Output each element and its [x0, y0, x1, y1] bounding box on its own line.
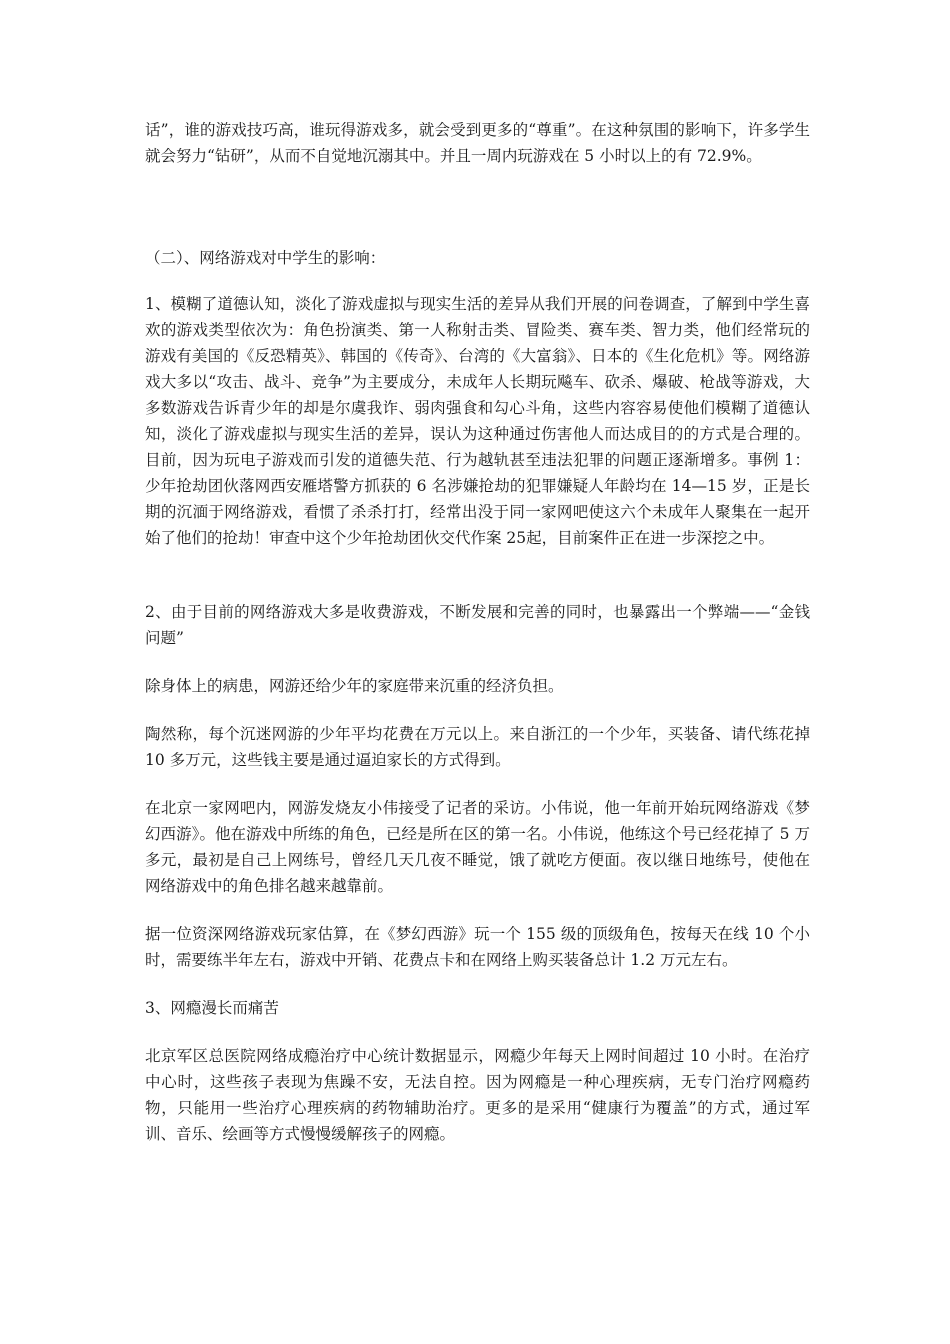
- spacer: [145, 899, 810, 921]
- spacer: [145, 551, 810, 599]
- paragraph-treatment-center: 北京军区总医院网络成瘾治疗中心统计数据显示，网瘾少年每天上网时间超过 10 小时。在治疗中心时，这些孩子表现为焦躁不安，无法自控。因为网瘾是一种心理疾病，无专门治疗网瘾药物，只能用一些治疗心理疾病的药物辅助治疗。更多的是采用“健康行为覆盖”的方式，通过军训、音乐、绘画等方式慢慢缓解孩子的网瘾。: [145, 1047, 810, 1143]
- spacer: [145, 169, 810, 245]
- paragraph-economic-burden: 除身体上的病患，网游还给少年的家庭带来沉重的经济负担。: [145, 677, 564, 695]
- spacer: [145, 271, 810, 291]
- spacer: [145, 651, 810, 673]
- section-heading-addiction: 3、网瘾漫长而痛苦: [145, 999, 279, 1017]
- paragraph-xiaowei-interview: 在北京一家网吧内，网游发烧友小伟接受了记者的采访。小伟说，他一年前开始玩网络游戏《梦幻西游》。他在游戏中所练的角色，已经是所在区的第一名。小伟说，他练这个号已经花掉了 5 万多元，最初是自己上网练号，曾经几天几夜不睡觉，饿了就吃方便面。夜以继日地练号，使他在网络游戏中的角色排名越来越靠前。: [145, 799, 810, 895]
- paragraph-average-spending: 陶然称，每个沉迷网游的少年平均花费在万元以上。来自浙江的一个少年，买装备、请代练花掉 10 多万元，这些钱主要是通过逼迫家长的方式得到。: [145, 725, 810, 769]
- paragraph-money-problem: 2、由于目前的网络游戏大多是收费游戏，不断发展和完善的同时，也暴露出一个弊端——“金钱问题”: [145, 603, 810, 647]
- paragraph-peer-pressure: 话”，谁的游戏技巧高，谁玩得游戏多，就会受到更多的“尊重”。在这种氛围的影响下，许多学生就会努力“钻研”，从而不自觉地沉溺其中。并且一周内玩游戏在 5 小时以上的有 72.9%。: [145, 121, 810, 165]
- document-body: [145, 117, 810, 1147]
- spacer: [145, 1021, 810, 1043]
- spacer: [145, 773, 810, 795]
- spacer: [145, 973, 810, 995]
- paragraph-player-estimate: 据一位资深网络游戏玩家估算，在《梦幻西游》玩一个 155 级的顶级角色，按每天在线 10 个小时，需要练半年左右，游戏中开销、花费点卡和在网络上购买装备总计 1.2 万元左右。: [145, 925, 810, 969]
- paragraph-moral-cognition: 1、模糊了道德认知，淡化了游戏虚拟与现实生活的差异从我们开展的问卷调查，了解到中学生喜欢的游戏类型依次为：角色扮演类、第一人称射击类、冒险类、赛车类、智力类，他们经常玩的游戏有美国的《反恐精英》、韩国的《传奇》、台湾的《大富翁》、日本的《生化危机》等。网络游戏大多以“攻击、战斗、竞争”为主要成分，未成年人长期玩飚车、砍杀、爆破、枪战等游戏，大多数游戏告诉青少年的却是尔虞我诈、弱肉强食和勾心斗角，这些内容容易使他们模糊了道德认知，淡化了游戏虚拟与现实生活的差异，误认为这种通过伤害他人而达成目的的方式是合理的。目前，因为玩电子游戏而引发的道德失范、行为越轨甚至违法犯罪的问题正逐渐增多。事例 1：少年抢劫团伙落网西安雁塔警方抓获的 6 名涉嫌抢劫的犯罪嫌疑人年龄均在 14—15 岁，正是长期的沉湎于网络游戏，看惯了杀杀打打，经常出没于同一家网吧使这六个未成年人聚集在一起开始了他们的抢劫！审查中这个少年抢劫团伙交代作案 25起，目前案件正在进一步深挖之中。: [145, 295, 810, 547]
- spacer: [145, 699, 810, 721]
- section-heading-impact: （二）、网络游戏对中学生的影响：: [145, 249, 386, 267]
